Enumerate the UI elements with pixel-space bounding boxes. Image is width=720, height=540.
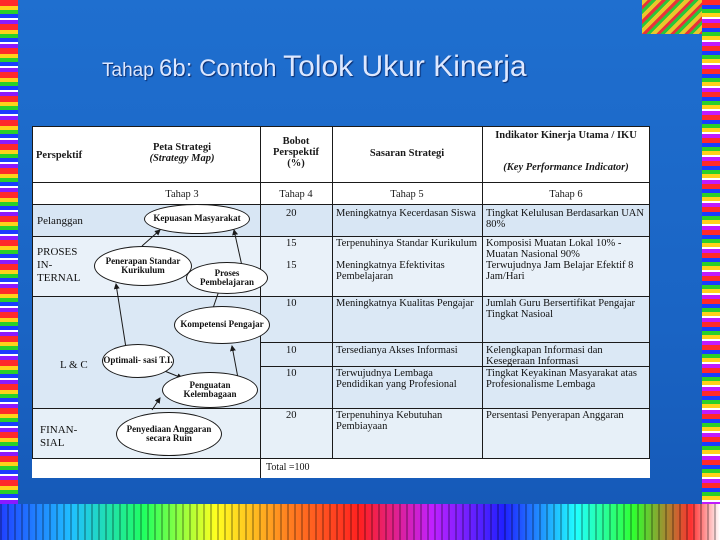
stage-3: Tahap 3: [165, 189, 199, 200]
grid-line: [260, 126, 261, 478]
node-optimalisasi-ti: Optimali- sasi T.I.: [102, 344, 174, 378]
right-color-strip: [702, 0, 720, 540]
node-penerapan-standar-kurikulum: Penerapan Standar Kurikulum: [94, 246, 192, 286]
stage-4: Tahap 4: [279, 189, 313, 200]
header-sasaran: Sasaran Strategi: [369, 148, 445, 159]
node-penguatan-kelembagaan: Penguatan Kelembagaan: [162, 372, 258, 408]
iku-row-4: Jumlah Guru Bersertifikat Pengajar Tingkat Nasioal: [486, 298, 635, 320]
header-perspektif: Perspektif: [36, 150, 83, 161]
bottom-strip-lines: [0, 504, 720, 540]
iku-row-2: Komposisi Muatan Lokal 10% - Muatan Nasional 90%: [486, 238, 622, 260]
sasaran-row-7: Terpenuhinya Kebutuhan Pembiayaan: [336, 410, 443, 432]
weight-row-2: 15: [286, 238, 297, 249]
perspective-proses-internal: PROSES IN- TERNAL: [37, 246, 81, 284]
node-kompetensi-pengajar: Kompetensi Pengajar: [174, 306, 270, 344]
title-part-3: Tolok Ukur Kinerja: [283, 50, 527, 83]
grid-line: [482, 126, 483, 459]
weight-row-7: 20: [286, 410, 297, 421]
sasaran-row-4: Meningkatnya Kualitas Pengajar: [336, 298, 474, 309]
slide-title: [102, 50, 527, 84]
iku-row-7: Persentasi Penyerapan Anggaran: [486, 410, 624, 421]
title-part-2: 6b: Contoh: [159, 55, 284, 82]
weight-row-3: 15: [286, 260, 297, 271]
sasaran-row-6: Terwujudnya Lembaga Pendidikan yang Profesional: [336, 368, 457, 390]
header-iku: Indikator Kinerja Utama / IKU: [495, 130, 637, 141]
total-weight: Total =100: [266, 462, 310, 473]
node-kepuasan-masyarakat: Kepuasan Masyarakat: [144, 204, 250, 234]
weight-row-6: 10: [286, 368, 297, 379]
sasaran-row-2: Terpenuhinya Standar Kurikulum: [336, 238, 477, 249]
arrow-proses-kepuasan: [234, 230, 242, 266]
iku-row-3: Terwujudnya Jam Belajar Efektif 8 Jam/Hari: [486, 260, 634, 282]
header-peta-strategi-en: (Strategy Map): [149, 153, 215, 164]
grid-line: [260, 342, 650, 343]
stage-5: Tahap 5: [390, 189, 424, 200]
arrow-optimali-penerapan: [116, 284, 126, 348]
corner-decoration: [642, 0, 702, 34]
iku-row-6: Tingkat Keyakinan Masyarakat atas Profesionalisme Lembaga: [486, 368, 637, 390]
iku-row-1: Tingkat Kelulusan Berdasarkan UAN 80%: [486, 208, 644, 230]
header-peta-strategi: Peta Strategi: [152, 142, 212, 153]
sasaran-row-1: Meningkatnya Kecerdasan Siswa: [336, 208, 476, 219]
perspective-lc: L & C: [60, 359, 88, 371]
performance-table: [32, 126, 650, 478]
stage-6: Tahap 6: [549, 189, 583, 200]
weight-row-5: 10: [286, 345, 297, 356]
weight-row-4: 10: [286, 298, 297, 309]
perspective-pelanggan: Pelanggan: [37, 215, 83, 227]
iku-row-5: Kelengkapan Informasi dan Kesegeraan Informasi: [486, 345, 603, 367]
arrow-penerapan-kepuasan: [142, 230, 160, 246]
node-penyediaan-anggaran: Penyediaan Anggaran secara Ruin: [116, 412, 222, 456]
sasaran-row-3: Meningkatnya Efektivitas Pembelajaran: [336, 260, 445, 282]
weight-row-1: 20: [286, 208, 297, 219]
grid-line: [332, 126, 333, 459]
sasaran-row-5: Tersedianya Akses Informasi: [336, 345, 458, 356]
node-proses-pembelajaran: Proses Pembelajaran: [186, 262, 268, 294]
left-color-strip: [0, 0, 18, 540]
header-bobot: Bobot Perspektif (%): [272, 136, 320, 169]
header-iku-en: (Key Performance Indicator): [503, 162, 629, 173]
arrow-penyediaan-penguatan: [152, 398, 160, 410]
grid-line: [649, 126, 650, 459]
title-part-1: Tahap: [102, 60, 160, 81]
perspective-finansial: FINAN- SIAL: [40, 424, 78, 449]
